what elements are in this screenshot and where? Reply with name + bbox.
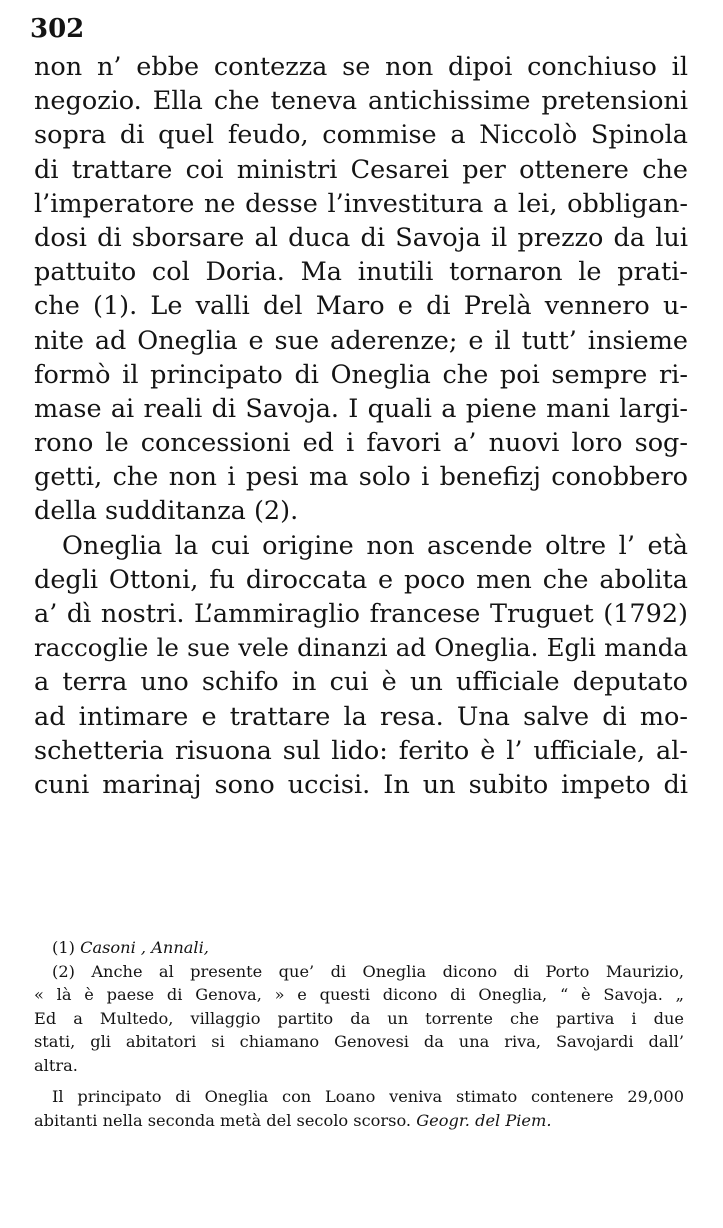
footnote-2-line: altra. [34, 1055, 78, 1075]
text-line: sopra di quel feudo, commise a Niccolò Spinola [34, 120, 688, 151]
text-line: mase ai reali di Savoja. I quali a piene mani largi- [34, 393, 688, 424]
text-line: raccoglie le sue vele dinanzi ad Oneglia. Egli manda [34, 633, 688, 663]
footnote-marker: (1) [52, 938, 75, 957]
footnote-3-line-last [34, 1109, 684, 1133]
text-line: degli Ottoni, fu diroccata e poco men che abolita [34, 564, 688, 595]
text-line: formò il principato di Oneglia che poi sempre ri- [34, 359, 688, 390]
footnote-1 [34, 936, 684, 960]
body-text [34, 50, 688, 802]
text-line: rono le concessioni ed i favori a’ nuovi loro sog- [34, 428, 688, 459]
footnotes [34, 936, 684, 1132]
page-number: 302 [30, 14, 85, 44]
footnote-2-line: « là è paese di Genova, » e questi dicono di Oneglia, “ è Savoja. „ [34, 985, 684, 1004]
text-line: ad intimare e trattare la resa. Una salve di mo- [34, 701, 688, 732]
footnote-3-citation: Geogr. del Piem. [416, 1110, 552, 1130]
footnote-3-text: abitanti nella seconda metà del secolo scorso. [34, 1110, 412, 1130]
text-line: di trattare coi ministri Cesarei per ottenere che [34, 154, 688, 185]
text-line: l’imperatore ne desse l’investitura a lei, obbligan- [34, 188, 688, 219]
text-line: getti, che non i pesi ma solo i benefizj conobbero [34, 462, 688, 493]
text-line: a terra uno schifo in cui è un ufficiale deputato [34, 667, 688, 698]
text-line: non n’ ebbe contezza se non dipoi conchiuso il [34, 52, 688, 82]
text-line: pattuito col Doria. Ma inutili tornaron le prati- [34, 257, 688, 288]
text-line: schetteria risuona sul lido: ferito è l’ ufficiale, al- [34, 735, 688, 766]
footnote-3-line: Il principato di Oneglia con Loano veniva stimato contenere 29,000 [52, 1087, 684, 1106]
text-line: nite ad Oneglia e sue aderenze; e il tutt’ insieme [34, 325, 688, 356]
footnote-2-line: (2) Anche al presente que’ di Oneglia dicono di Porto Maurizio, [52, 961, 684, 981]
text-line: della sudditanza (2). [34, 496, 299, 527]
text-line: che (1). Le valli del Maro e di Prelà vennero u- [34, 291, 688, 322]
text-line: cuni marinaj sono uccisi. In un subito impeto di [34, 769, 688, 800]
text-line: negozio. Ella che teneva antichissime pretensioni [34, 86, 688, 117]
footnote-2-line: stati, gli abitatori si chiamano Genovesi da una riva, Savojardi dall’ [34, 1032, 684, 1051]
text-line: Oneglia la cui origine non ascende oltre l’ età [62, 530, 688, 561]
text-line: a’ dì nostri. L’ammiraglio francese Truguet (1792) [34, 599, 688, 629]
text-line: dosi di sborsare al duca di Savoja il prezzo da lui [34, 222, 688, 253]
footnote-2-line: Ed a Multedo, villaggio partito da un torrente che partiva i due [34, 1008, 684, 1028]
footnote-citation: Casoni , Annali, [80, 938, 209, 957]
